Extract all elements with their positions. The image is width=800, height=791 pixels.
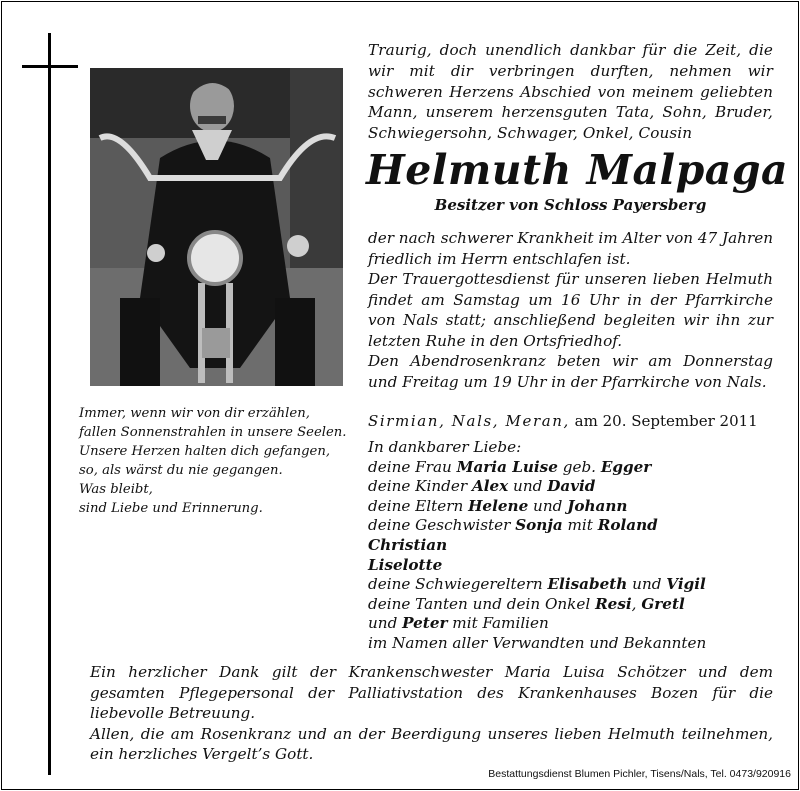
signer-name: Elisabeth bbox=[547, 575, 628, 594]
signer-name: Alex bbox=[471, 477, 509, 496]
poem-line: sind Liebe und Erinnerung. bbox=[79, 501, 263, 516]
announcement-text bbox=[368, 228, 773, 392]
place-text: Sirmian, Nals, Meran, bbox=[368, 412, 570, 430]
thanks-paragraph-attendees: Allen, die am Rosenkranz und an der Beerdigung unseres lieben Helmuth teilnehmen, ein herzliches Vergelt’s Gott. bbox=[90, 724, 773, 764]
signer-text: deine Geschwister bbox=[368, 516, 516, 535]
signer-name: David bbox=[547, 477, 596, 496]
deceased-title: Besitzer von Schloss Payersberg bbox=[434, 196, 707, 214]
signer-row bbox=[368, 614, 773, 634]
signer-name: Christian bbox=[368, 535, 448, 554]
signer-name: Sonja bbox=[515, 516, 563, 535]
signer-row bbox=[368, 477, 773, 497]
paragraph-rosary: Den Abendrosenkranz beten wir am Donnerstag und Freitag um 19 Uhr in der Pfarrkirche von Nals. bbox=[368, 352, 773, 391]
signer-name: Johann bbox=[567, 496, 628, 515]
signer-row bbox=[368, 458, 773, 478]
paragraph-funeral: Der Trauergottesdienst für unseren lieben Helmuth findet am Samstag um 16 Uhr in der Pfarrkirche von Nals statt; anschließend begleiten wir ihn zur letzten Ruhe in den Ortsfriedhof. bbox=[368, 270, 773, 350]
signer-row bbox=[368, 575, 773, 595]
in-love-heading: In dankbarer Liebe: bbox=[368, 438, 522, 456]
funeral-service-credit: Bestattungsdienst Blumen Pichler, Tisens/Nals, Tel. 0473/920916 bbox=[488, 768, 791, 780]
signer-text: und bbox=[627, 575, 667, 594]
poem-line: so, als wärst du nie gegangen. bbox=[79, 463, 283, 478]
signer-text: deine Kinder bbox=[368, 477, 472, 496]
signer-name: Egger bbox=[600, 457, 652, 476]
paragraph-death: der nach schwerer Krankheit im Alter von 47 Jahren friedlich im Herrn entschlafen ist. bbox=[368, 229, 773, 268]
signer-text: deine Eltern bbox=[368, 496, 469, 515]
intro-text: Traurig, doch unendlich dankbar für die Zeit, die wir mit dir verbringen durften, nehmen wir schweren Herzens Abschied von meinem geliebten Mann, unserem herzensguten Tata, Sohn, Bruder, Schwiegersohn, Schwager, Onkel, Cousin bbox=[368, 41, 773, 143]
signer-row bbox=[368, 516, 773, 536]
place-date-line bbox=[368, 412, 773, 430]
signer-name: Peter bbox=[402, 614, 448, 633]
signer-text: deine Frau bbox=[368, 457, 457, 476]
signer-text: im Namen aller Verwandten und Bekannten bbox=[368, 633, 707, 652]
signer-name: Vigil bbox=[666, 575, 706, 594]
signer-text: und bbox=[368, 614, 403, 633]
signer-text: deine Schwiegereltern bbox=[368, 575, 548, 594]
signer-text: mit Familien bbox=[447, 614, 549, 633]
cross-vertical-bar bbox=[48, 33, 51, 775]
signer-name: Liselotte bbox=[368, 555, 443, 574]
signer-name: Roland bbox=[597, 516, 658, 535]
poem-line: Unsere Herzen halten dich gefangen, bbox=[79, 444, 331, 459]
signer-name: Maria Luise bbox=[456, 457, 558, 476]
signer-text: , bbox=[631, 594, 642, 613]
cross-horizontal-bar bbox=[22, 65, 78, 68]
signer-text: und bbox=[508, 477, 548, 496]
signer-text: und bbox=[528, 496, 568, 515]
signer-row bbox=[368, 595, 773, 615]
thanks-paragraph-nurses: Ein herzlicher Dank gilt der Krankenschwester Maria Luisa Schötzer und dem gesamten Pflegepersonal der Palliativstation des Krankenhauses Bozen für die liebevolle Betreuung. bbox=[90, 663, 773, 723]
signer-row bbox=[368, 536, 773, 556]
signer-name: Resi bbox=[595, 594, 632, 613]
signer-name: Helene bbox=[468, 496, 529, 515]
portrait-photo bbox=[90, 68, 343, 386]
signer-text: deine Tanten und dein Onkel bbox=[368, 594, 596, 613]
date-text: am 20. September 2011 bbox=[574, 412, 758, 430]
signer-row bbox=[368, 497, 773, 517]
signer-row bbox=[368, 556, 773, 576]
signer-text: mit bbox=[562, 516, 598, 535]
thanks-text bbox=[90, 662, 773, 765]
signer-name: Gretl bbox=[641, 594, 685, 613]
signer-text: geb. bbox=[557, 457, 601, 476]
signers-block bbox=[368, 438, 773, 654]
signer-row bbox=[368, 634, 773, 654]
poem bbox=[79, 404, 354, 518]
poem-line: Immer, wenn wir von dir erzählen, bbox=[79, 406, 310, 421]
deceased-name: Helmuth Malpaga bbox=[366, 146, 789, 194]
poem-line: Was bleibt, bbox=[79, 482, 153, 497]
poem-line: fallen Sonnenstrahlen in unsere Seelen. bbox=[79, 425, 347, 440]
motorcycle-rider-image bbox=[90, 68, 343, 386]
